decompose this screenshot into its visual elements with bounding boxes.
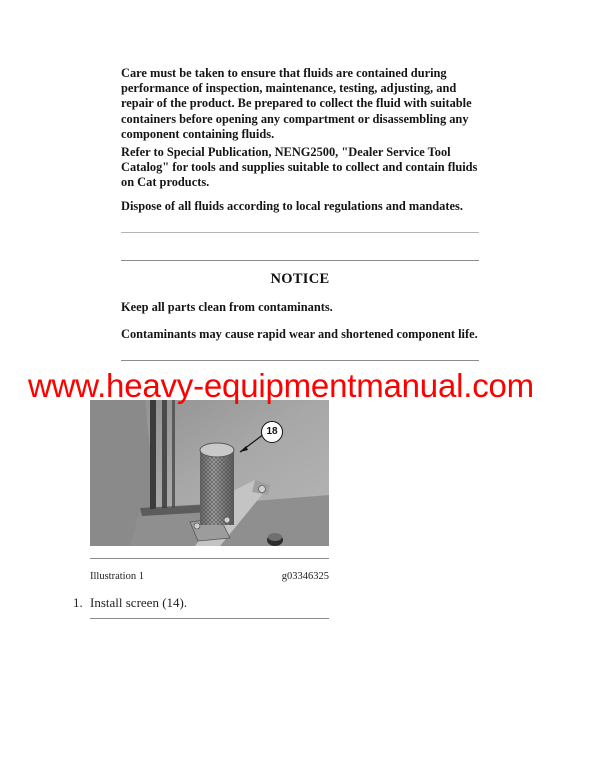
- notice-line-clean-parts: Keep all parts clean from contaminants.: [121, 300, 333, 314]
- special-publication-paragraph: Refer to Special Publication, NENG2500, "Dealer Service Tool Catalog" for tools and supplies suitable to collect and contain fluids on Cat products.: [121, 145, 478, 190]
- notice-top-rule: [121, 260, 479, 261]
- illustration-caption-label: Illustration 1: [90, 571, 144, 582]
- watermark-url: www.heavy-equipmentmanual.com: [28, 367, 534, 404]
- step-item: [73, 595, 187, 611]
- fluid-containment-paragraph: Care must be taken to ensure that fluids are contained during performance of inspection, maintenance, testing, adjusting, and repair of the product. Be prepared to collect the fluid with suitable containers before opening any compartment or disassembling any component containing fluids.: [121, 66, 472, 141]
- notice-title: NOTICE: [270, 271, 330, 287]
- illustration-photo: [90, 400, 329, 546]
- dispose-fluids-paragraph: Dispose of all fluids according to local regulations and mandates.: [121, 199, 463, 213]
- divider-rule: [121, 232, 479, 233]
- callout-bubble-18: 18: [261, 421, 283, 443]
- illustration-caption-id: g03346325: [281, 571, 329, 582]
- step-text: Install screen (14).: [90, 595, 188, 610]
- notice-bottom-rule: [121, 360, 479, 361]
- step-bottom-rule: [90, 618, 329, 619]
- notice-line-contaminants: Contaminants may cause rapid wear and shortened component life.: [121, 327, 478, 341]
- step-number: 1.: [73, 595, 83, 610]
- caption-top-rule: [90, 558, 329, 559]
- screen-filter-photo-image: [90, 400, 329, 546]
